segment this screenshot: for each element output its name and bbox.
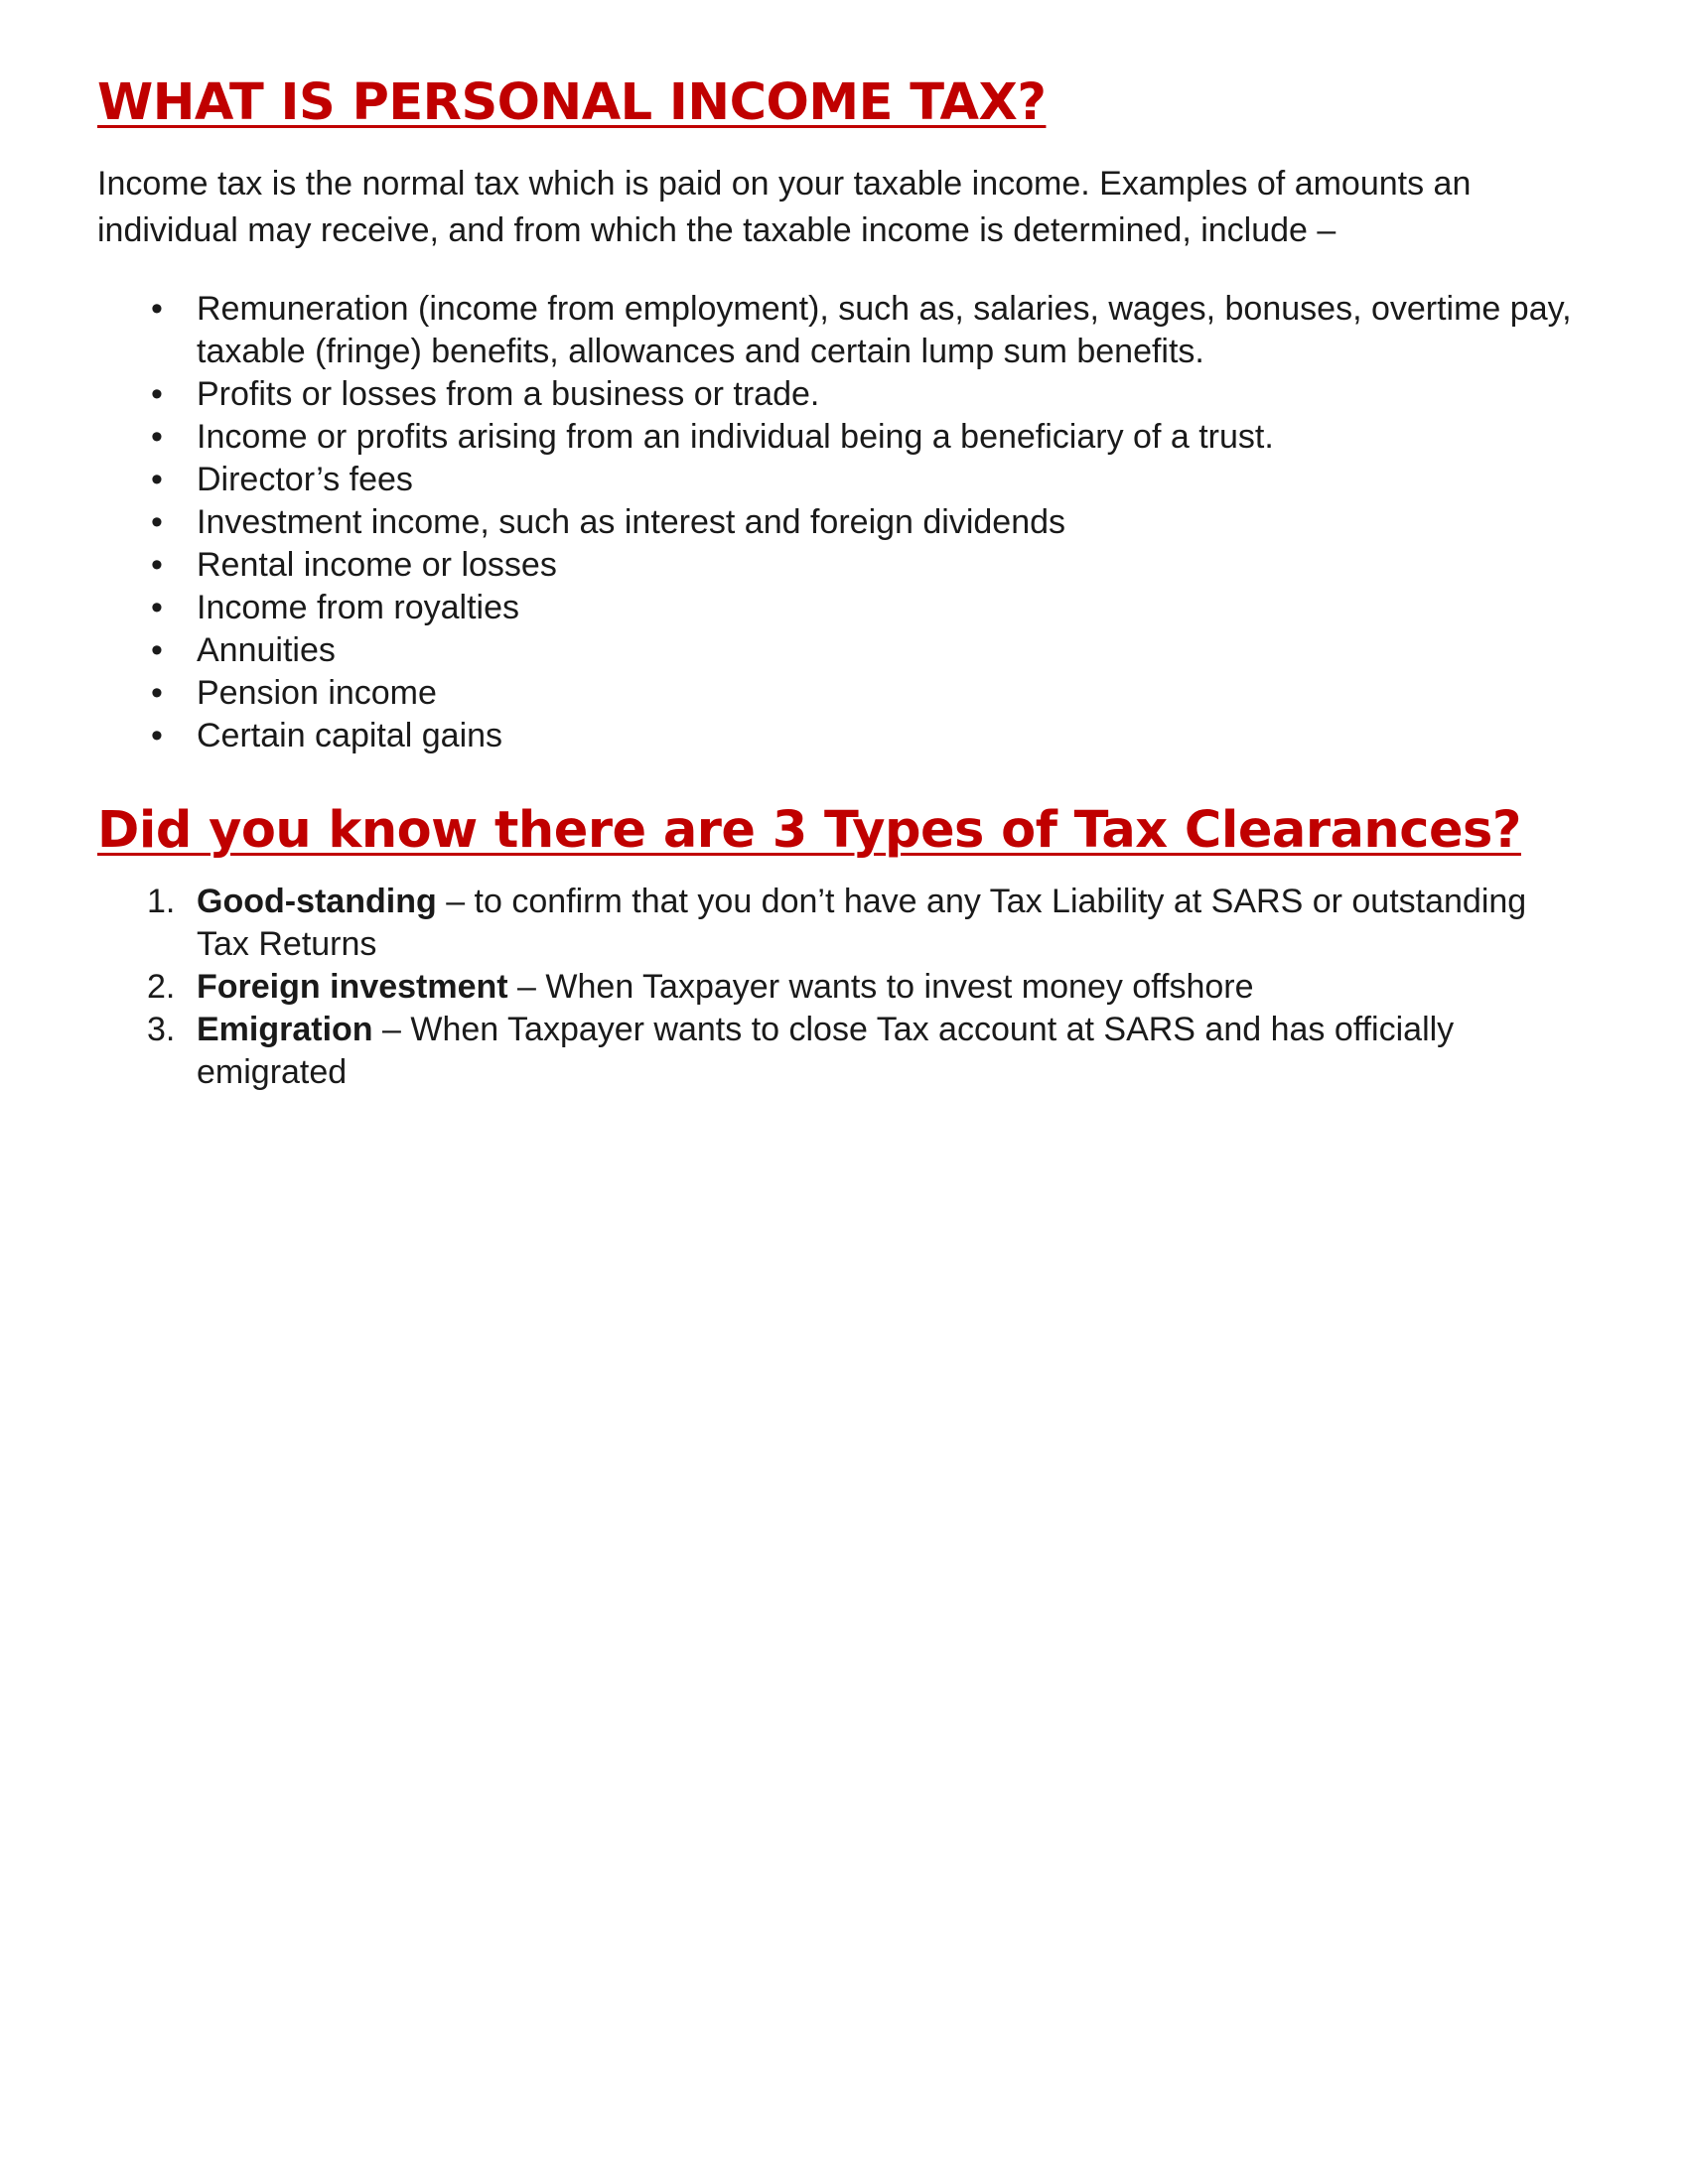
list-item (97, 587, 1617, 629)
numbered-list-item (97, 881, 1587, 966)
list-item (97, 373, 1617, 416)
list-item (97, 672, 1617, 715)
list-item-text: Income from royalties (197, 589, 519, 626)
numbered-list-item (97, 966, 1587, 1009)
intro-paragraph: Income tax is the normal tax which is paid on your taxable income. Examples of amounts an individual may receive, and from which the taxable income is determined, include – (97, 165, 1472, 249)
list-item (97, 416, 1617, 459)
bullet-icon: • (151, 290, 163, 328)
list-item (97, 459, 1617, 501)
numbered-list-item (97, 1009, 1587, 1094)
list-item (97, 715, 1617, 757)
list-item-text: Remuneration (income from employment), such as, salaries, wages, bonuses, overtime pay, taxable (fringe) benefits, allowances and certain lump sum benefits. (197, 290, 1572, 370)
clearance-term: Emigration (197, 1011, 373, 1048)
list-item-text: Rental income or losses (197, 546, 557, 584)
list-item-text: Annuities (197, 631, 336, 669)
list-number: 3. (147, 1011, 176, 1048)
list-item-text: Investment income, such as interest and foreign dividends (197, 503, 1066, 541)
clearance-term: Foreign investment (197, 968, 508, 1006)
list-item-text: Certain capital gains (197, 717, 503, 754)
list-item-text: Pension income (197, 674, 437, 712)
bullet-icon: • (151, 503, 163, 541)
tax-clearance-types-list (97, 881, 1587, 1094)
bullet-icon: • (151, 717, 163, 754)
section-heading-tax-clearances: Did you know there are 3 Types of Tax Clearances? (97, 801, 1521, 860)
list-item (97, 629, 1617, 672)
clearance-term: Good-standing (197, 883, 437, 920)
list-number: 2. (147, 968, 176, 1006)
list-item (97, 501, 1617, 544)
clearance-description: – to confirm that you don’t have any Tax Liability at SARS or outstanding Tax Returns (197, 883, 1527, 963)
document-page (97, 68, 1587, 1094)
list-item (97, 544, 1617, 587)
income-types-list (97, 288, 1587, 757)
bullet-icon: • (151, 589, 163, 626)
bullet-icon: • (151, 631, 163, 669)
list-number: 1. (147, 883, 176, 920)
clearance-description: – When Taxpayer wants to close Tax account at SARS and has officially emigrated (197, 1011, 1455, 1091)
bullet-icon: • (151, 461, 163, 498)
list-item-text: Income or profits arising from an individual being a beneficiary of a trust. (197, 418, 1274, 456)
list-item-text: Profits or losses from a business or trade. (197, 375, 820, 413)
clearance-description: – When Taxpayer wants to invest money offshore (507, 968, 1254, 1006)
bullet-icon: • (151, 674, 163, 712)
bullet-icon: • (151, 546, 163, 584)
bullet-icon: • (151, 418, 163, 456)
list-item (97, 288, 1617, 373)
bullet-icon: • (151, 375, 163, 413)
list-item-text: Director’s fees (197, 461, 413, 498)
section-heading-personal-income-tax: WHAT IS PERSONAL INCOME TAX? (97, 73, 1047, 132)
